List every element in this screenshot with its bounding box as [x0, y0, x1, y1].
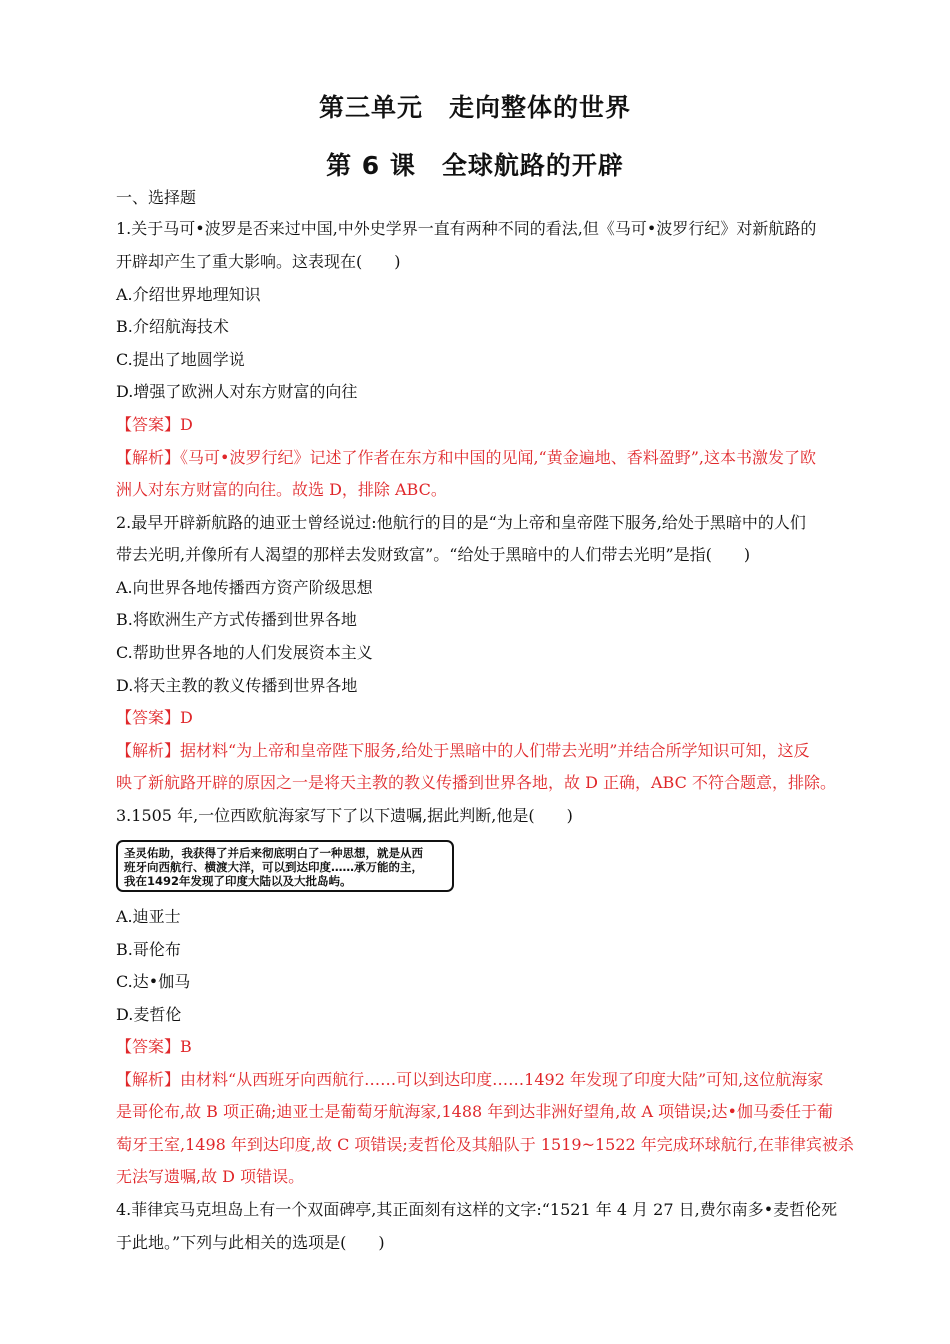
q3-quote-line-3: 我在1492年发现了印度大陆以及大批岛屿。 — [124, 874, 352, 888]
q3-quote-line-2: 班牙向西航行、横渡大洋，可以到达印度……承万能的主， — [124, 860, 423, 874]
section-heading: 一、选择题 — [116, 188, 197, 207]
unit-title: 第三单元 走向整体的世界 — [318, 93, 631, 122]
q3-quote-box — [116, 840, 454, 892]
q3-analysis-line-3: 萄牙王室,1498 年到达印度,故 C 项错误;麦哲伦及其船队于 1519~1522 年完成环球航行,在菲律宾被杀 — [116, 1135, 854, 1154]
q1-option-b: B.介绍航海技术 — [116, 317, 229, 336]
q3-quote-line-1: 圣灵佑助，我获得了并后来彻底明白了一种思想，就是从西 — [124, 846, 423, 860]
q2-answer: 【答案】D — [116, 708, 193, 727]
q2-option-d: D.将天主教的教义传播到世界各地 — [116, 676, 358, 695]
q1-option-a: A.介绍世界地理知识 — [116, 285, 261, 304]
q2-option-a: A.向世界各地传播西方资产阶级思想 — [116, 578, 373, 597]
q2-stem-line-1: 2.最早开辟新航路的迪亚士曾经说过:他航行的目的是“为上帝和皇帝陛下服务,给处于黑暗中的人们 — [116, 513, 806, 532]
q3-option-c: C.达•伽马 — [116, 972, 191, 991]
q2-stem-line-2: 带去光明,并像所有人渴望的那样去发财致富”。“给处于黑暗中的人们带去光明”是指( ) — [116, 545, 751, 564]
q2-analysis-line-2: 映了新航路开辟的原因之一是将天主教的教义传播到世界各地，故 D 正确，ABC 不符合题意，排除。 — [116, 773, 836, 792]
q1-analysis-line-1: 【解析】《马可•波罗行纪》记述了作者在东方和中国的见闻,“黄金遍地、香料盈野”,这本书激发了欧 — [116, 448, 816, 467]
q3-option-d: D.麦哲伦 — [116, 1005, 182, 1024]
q3-answer: 【答案】B — [116, 1037, 192, 1056]
q3-analysis-line-1: 【解析】由材料“从西班牙向西航行……可以到达印度……1492 年发现了印度大陆”可知,这位航海家 — [116, 1070, 824, 1089]
q1-analysis-line-2: 洲人对东方财富的向往。故选 D，排除 ABC。 — [116, 480, 447, 499]
lesson-title: 第 6 课 全球航路的开辟 — [326, 151, 624, 180]
q3-option-b: B.哥伦布 — [116, 940, 181, 959]
q1-option-c: C.提出了地圆学说 — [116, 350, 245, 369]
q1-stem-line-2: 开辟却产生了重大影响。这表现在( ) — [116, 252, 401, 271]
q1-answer: 【答案】D — [116, 415, 193, 434]
q2-analysis-line-1: 【解析】据材料“为上帝和皇帝陛下服务,给处于黑暗中的人们带去光明”并结合所学知识可知，这反 — [116, 741, 810, 760]
q3-stem: 3.1505 年,一位西欧航海家写下了以下遗嘱,据此判断,他是( ) — [116, 806, 573, 825]
q3-analysis-line-4: 无法写遗嘱,故 D 项错误。 — [116, 1167, 305, 1186]
q1-stem-line-1: 1.关于马可•波罗是否来过中国,中外史学界一直有两种不同的看法,但《马可•波罗行纪》对新航路的 — [116, 219, 817, 238]
q3-option-a: A.迪亚士 — [116, 907, 181, 926]
q2-option-b: B.将欧洲生产方式传播到世界各地 — [116, 610, 357, 629]
q1-option-d: D.增强了欧洲人对东方财富的向往 — [116, 382, 358, 401]
q2-option-c: C.帮助世界各地的人们发展资本主义 — [116, 643, 373, 662]
q3-analysis-line-2: 是哥伦布,故 B 项正确;迪亚士是葡萄牙航海家,1488 年到达非洲好望角,故 A 项错误;达•伽马委任于葡 — [116, 1102, 833, 1121]
q4-stem-line-2: 于此地。”下列与此相关的选项是( ) — [116, 1233, 385, 1252]
q4-stem-line-1: 4.菲律宾马克坦岛上有一个双面碑亭,其正面刻有这样的文字:“1521 年 4 月 27 日,费尔南多•麦哲伦死 — [116, 1200, 838, 1219]
